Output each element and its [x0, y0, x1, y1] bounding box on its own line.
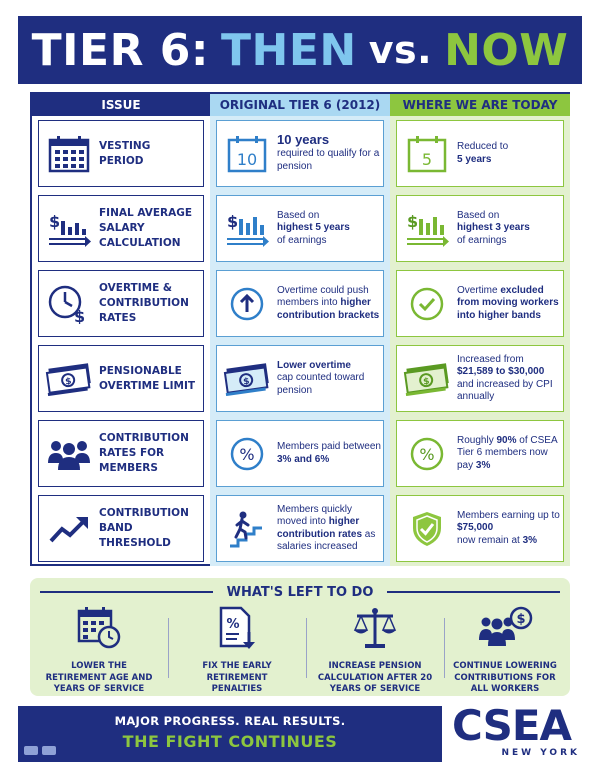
checkmark-circle-icon — [397, 286, 457, 322]
percent-document-icon — [217, 606, 257, 655]
todo-label: CONTINUE LOWERING CONTRIBUTIONS FOR ALL WORKERS — [453, 661, 557, 694]
salary-bar-chart-icon — [217, 211, 277, 247]
todo-label: LOWER THE RETIREMENT AGE AND YEARS OF SERVICE — [45, 661, 153, 694]
orig-text: cap counted toward pension — [277, 372, 365, 396]
issue-cell — [38, 195, 204, 262]
orig-text2: of earnings — [277, 234, 327, 246]
calendar-number: 5 — [421, 149, 433, 169]
orig-bold: 3% and 6% — [277, 453, 330, 465]
original-cell — [216, 270, 384, 337]
logo-main: CSEA — [452, 701, 572, 750]
divider — [168, 618, 169, 678]
orig-bold: highest 5 years — [277, 222, 350, 234]
original-cell — [216, 495, 384, 562]
row-final-average-salary — [32, 191, 570, 266]
comparison-table — [30, 92, 570, 566]
row-pensionable-overtime — [32, 341, 570, 416]
svg-text:$: $ — [242, 376, 251, 387]
percent-circle-icon — [217, 436, 277, 472]
svg-text:%: % — [226, 617, 240, 632]
todo-label: INCREASE PENSION CALCULATION AFTER 20 YEARS OF SERVICE — [317, 661, 433, 694]
now-text: Overtime — [457, 284, 498, 296]
issue-label: VESTING PERIOD — [99, 139, 151, 167]
section-title: WHAT'S LEFT TO DO — [226, 584, 374, 600]
divider — [387, 591, 560, 593]
now-text2: now remain at — [457, 534, 520, 546]
money-stack-icon — [217, 362, 277, 396]
now-bold2: 3% — [522, 534, 538, 546]
orig-text2: as salaries increased — [277, 528, 376, 552]
now-text: Members earning up to — [457, 509, 560, 521]
issue-cell — [38, 120, 204, 187]
clock-dollar-icon — [39, 284, 99, 324]
salary-bar-chart-icon — [39, 211, 99, 247]
svg-text:$: $ — [64, 376, 73, 387]
header-original: ORIGINAL TIER 6 (2012) — [210, 94, 390, 116]
today-cell — [396, 120, 564, 187]
union-label-icon — [24, 746, 56, 755]
svg-text:%: % — [239, 444, 255, 464]
title-then: THEN — [221, 24, 357, 76]
issue-label: PENSIONABLE OVERTIME LIMIT — [99, 364, 196, 392]
issue-label: CONTRIBUTION BAND THRESHOLD — [99, 507, 189, 549]
now-bold: 90% — [496, 434, 517, 446]
person-climbing-stairs-icon — [217, 510, 277, 548]
today-cell — [396, 495, 564, 562]
orig-text: Overtime could push members into — [277, 284, 369, 309]
issue-label: FINAL AVERAGE SALARY CALCULATION — [99, 207, 193, 249]
orig-text: Based on — [277, 209, 320, 221]
issue-cell — [38, 345, 204, 412]
orig-text: required to qualify for a pension — [277, 148, 380, 172]
issue-cell — [38, 420, 204, 487]
orig-text: Members quickly moved into — [277, 503, 353, 527]
now-text: Reduced to — [457, 141, 509, 152]
money-stack-icon — [397, 362, 457, 396]
calendar-number: 10 — [236, 149, 258, 169]
svg-text:%: % — [419, 444, 435, 464]
todo-item — [310, 606, 440, 694]
now-bold: excluded from moving workers into higher bands — [457, 284, 559, 321]
money-stack-icon — [39, 362, 99, 396]
now-bold: 5 years — [457, 153, 492, 165]
footer-line-1: MAJOR PROGRESS. REAL RESULTS. — [114, 714, 346, 728]
title-now: NOW — [444, 24, 569, 76]
now-text: Roughly — [457, 434, 494, 446]
today-cell — [396, 345, 564, 412]
now-bold: highest 3 years — [457, 222, 530, 234]
now-text2: and increased by CPI annually — [457, 378, 553, 402]
orig-bold: higher contribution brackets — [277, 297, 380, 321]
row-contribution-band — [32, 491, 570, 566]
todo-item — [34, 606, 164, 694]
now-bold: $21,589 to $30,000 — [457, 366, 545, 377]
svg-text:$: $ — [407, 211, 419, 231]
now-text2: of earnings — [457, 234, 507, 246]
people-group-icon — [39, 437, 99, 471]
csea-logo — [452, 701, 584, 764]
row-vesting — [32, 116, 570, 191]
issue-cell — [38, 270, 204, 337]
todo-item — [440, 606, 570, 694]
people-dollar-icon — [477, 606, 533, 655]
issue-label: OVERTIME & CONTRIBUTION RATES — [99, 282, 189, 324]
footer-line-2: THE FIGHT CONTINUES — [122, 732, 338, 751]
title-tier6: TIER 6: — [31, 24, 210, 76]
issue-cell — [38, 495, 204, 562]
balance-scale-icon — [351, 606, 399, 655]
trend-up-arrow-icon — [39, 513, 99, 545]
today-cell — [396, 420, 564, 487]
salary-bar-chart-icon — [397, 211, 457, 247]
svg-text:$: $ — [49, 211, 61, 231]
original-cell — [216, 195, 384, 262]
svg-text:$: $ — [516, 612, 526, 627]
now-text: Increased from — [457, 353, 524, 365]
today-cell — [396, 195, 564, 262]
row-overtime-contribution — [32, 266, 570, 341]
row-contribution-rates — [32, 416, 570, 491]
svg-text:$: $ — [422, 376, 431, 387]
header-today: WHERE WE ARE TODAY — [390, 94, 570, 116]
footer-banner — [18, 706, 442, 762]
svg-text:$: $ — [227, 211, 239, 231]
original-cell — [216, 120, 384, 187]
now-text2: of CSEA Tier 6 members now pay — [457, 434, 558, 471]
issue-label: CONTRIBUTION RATES FOR MEMBERS — [99, 432, 189, 474]
divider — [40, 591, 213, 593]
orig-bold: higher contribution rates — [277, 516, 363, 540]
title-banner — [18, 16, 582, 84]
logo-sub: NEW YORK — [501, 748, 580, 758]
now-bold: $75,000 — [457, 522, 494, 534]
calendar-10-icon — [217, 135, 277, 173]
header-issue: ISSUE — [32, 94, 210, 116]
percent-circle-icon — [397, 436, 457, 472]
now-bold2: 3% — [475, 459, 491, 471]
title-vs: vs. — [368, 28, 433, 72]
original-cell — [216, 420, 384, 487]
todo-item — [172, 606, 302, 694]
orig-text: Members paid between — [277, 441, 381, 452]
up-arrow-circle-icon — [217, 286, 277, 322]
orig-bold: Lower overtime — [277, 359, 351, 371]
calendar-grid-icon — [39, 135, 99, 173]
orig-bold: 10 years — [277, 131, 330, 147]
divider — [306, 618, 307, 678]
now-text: Based on — [457, 209, 500, 221]
shield-check-icon — [397, 510, 457, 548]
todo-label: FIX THE EARLY RETIREMENT PENALTIES — [202, 661, 272, 694]
calendar-5-icon — [397, 135, 457, 173]
calendar-clock-icon — [76, 606, 122, 655]
whats-left-to-do-section — [30, 578, 570, 696]
original-cell — [216, 345, 384, 412]
svg-text:$: $ — [74, 306, 86, 324]
today-cell — [396, 270, 564, 337]
